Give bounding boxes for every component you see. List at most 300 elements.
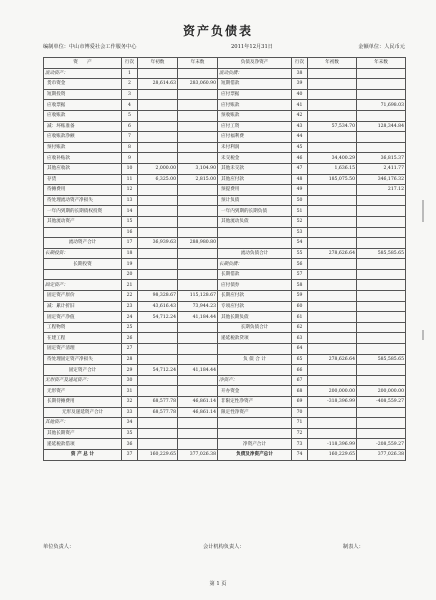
- liability-line-no: 38: [292, 68, 308, 79]
- header-liabilities: 负债及净资产: [218, 58, 292, 69]
- liability-end-value: [357, 375, 406, 386]
- table-row: [44, 354, 406, 365]
- liability-item: [218, 365, 292, 376]
- report-date: 2011年12月31日: [231, 44, 273, 50]
- asset-item: 待处理固定资产净损失: [44, 354, 122, 365]
- asset-item: 减：坏账准备: [44, 121, 122, 132]
- liability-item: 未付利润: [218, 142, 292, 153]
- asset-item: 固定资产净值: [44, 312, 122, 323]
- liability-end-value: 585,585.65: [357, 248, 406, 259]
- asset-end-value: 41,184.44: [178, 365, 218, 376]
- reporting-entity: 编制单位：中山市博爱社会工作服务中心: [43, 44, 137, 50]
- asset-line-no: 11: [122, 174, 138, 185]
- table-row: [44, 110, 406, 121]
- balance-sheet-table: [43, 57, 406, 461]
- asset-begin-value: [138, 354, 178, 365]
- liability-line-no: 71: [292, 418, 308, 429]
- table-row: [44, 163, 406, 174]
- table-row: [44, 322, 406, 333]
- accounting-head-label: 会计机构负责人：: [203, 544, 245, 550]
- asset-item: 其他流动资产: [44, 216, 122, 227]
- asset-begin-value: [138, 121, 178, 132]
- liability-end-value: [357, 312, 406, 323]
- table-row: [44, 344, 406, 355]
- asset-line-no: 4: [122, 100, 138, 111]
- table-row: [44, 100, 406, 111]
- table-row: [44, 142, 406, 153]
- table-row: [44, 280, 406, 291]
- asset-line-no: 33: [122, 407, 138, 418]
- asset-end-value: 2,815.00: [178, 174, 218, 185]
- asset-line-no: 21: [122, 280, 138, 291]
- table-row: [44, 121, 406, 132]
- liability-end-value: 71,698.03: [357, 100, 406, 111]
- asset-end-value: 288,980.80: [178, 238, 218, 249]
- liability-end-value: [357, 280, 406, 291]
- asset-begin-value: 98,328.67: [138, 291, 178, 302]
- liability-begin-value: [308, 301, 357, 312]
- liability-begin-value: [308, 227, 357, 238]
- liability-line-no: 52: [292, 216, 308, 227]
- liability-end-value: [357, 269, 406, 280]
- asset-line-no: 17: [122, 238, 138, 249]
- header-assets: 资 产: [44, 58, 122, 69]
- liability-begin-value: [308, 428, 357, 439]
- asset-begin-value: [138, 216, 178, 227]
- asset-begin-value: [138, 110, 178, 121]
- asset-begin-value: [138, 132, 178, 143]
- asset-line-no: 3: [122, 89, 138, 100]
- header-line-no: 行次: [122, 58, 138, 69]
- liability-item: 递延税款贷项: [218, 333, 292, 344]
- liability-line-no: 47: [292, 163, 308, 174]
- liability-item: 非限定性净资产: [218, 397, 292, 408]
- asset-end-value: [178, 68, 218, 79]
- liability-line-no: 56: [292, 259, 308, 270]
- asset-begin-value: [138, 428, 178, 439]
- liability-line-no: 73: [292, 439, 308, 450]
- page-number: 第 1 页: [209, 581, 227, 587]
- liability-item: 应付工资: [218, 121, 292, 132]
- liability-line-no: 45: [292, 142, 308, 153]
- liability-item: 长期借款: [218, 269, 292, 280]
- table-row: [44, 227, 406, 238]
- header-end: 年末数: [178, 58, 218, 69]
- asset-end-value: [178, 386, 218, 397]
- liability-begin-value: [308, 407, 357, 418]
- liability-end-value: 217.12: [357, 185, 406, 196]
- liability-line-no: 60: [292, 301, 308, 312]
- liability-end-value: [357, 89, 406, 100]
- asset-line-no: 8: [122, 142, 138, 153]
- asset-item: 应收补贴款: [44, 153, 122, 164]
- asset-begin-value: 36,939.63: [138, 238, 178, 249]
- asset-line-no: 5: [122, 110, 138, 121]
- asset-line-no: 28: [122, 354, 138, 365]
- asset-line-no: 31: [122, 386, 138, 397]
- asset-end-value: [178, 89, 218, 100]
- asset-begin-value: 28,614.63: [138, 79, 178, 90]
- table-row: [44, 365, 406, 376]
- asset-item: 资 产 总 计: [44, 449, 122, 460]
- asset-end-value: 46,861.14: [178, 407, 218, 418]
- asset-end-value: [178, 185, 218, 196]
- liability-line-no: 74: [292, 449, 308, 460]
- liability-item: 长期负债合计: [218, 322, 292, 333]
- table-row: [44, 185, 406, 196]
- asset-begin-value: 68,577.78: [138, 407, 178, 418]
- liability-line-no: 55: [292, 248, 308, 259]
- asset-item: 长期投资: [44, 259, 122, 270]
- liability-item: 长期负债：: [218, 259, 292, 270]
- liability-begin-value: [308, 132, 357, 143]
- scan-edge-mark: [422, 200, 424, 222]
- table-row: [44, 375, 406, 386]
- asset-item: 待处理流动资产净损失: [44, 195, 122, 206]
- liability-end-value: [357, 216, 406, 227]
- liability-end-value: 128,344.84: [357, 121, 406, 132]
- liability-item: 其他长期负债: [218, 312, 292, 323]
- asset-item: 长期待摊费用: [44, 397, 122, 408]
- liability-end-value: 377,026.38: [357, 449, 406, 460]
- liability-begin-value: [308, 89, 357, 100]
- liability-line-no: 48: [292, 174, 308, 185]
- liability-end-value: [357, 68, 406, 79]
- table-row: [44, 89, 406, 100]
- asset-item: 在建工程: [44, 333, 122, 344]
- asset-begin-value: [138, 344, 178, 355]
- liability-line-no: 69: [292, 397, 308, 408]
- liability-line-no: 63: [292, 333, 308, 344]
- asset-begin-value: [138, 100, 178, 111]
- asset-item: 固定资产合计: [44, 365, 122, 376]
- currency-unit: 金额单位：人民币元: [358, 44, 405, 50]
- liability-line-no: 57: [292, 269, 308, 280]
- asset-line-no: 7: [122, 132, 138, 143]
- table-row: [44, 397, 406, 408]
- liability-line-no: 68: [292, 386, 308, 397]
- liability-line-no: 65: [292, 354, 308, 365]
- liability-line-no: 42: [292, 110, 308, 121]
- asset-line-no: 26: [122, 333, 138, 344]
- asset-begin-value: [138, 259, 178, 270]
- table-row: [44, 291, 406, 302]
- liability-end-value: [357, 259, 406, 270]
- asset-item: 短期投资: [44, 89, 122, 100]
- report-meta: [43, 43, 405, 54]
- liability-begin-value: -318,396.99: [308, 397, 357, 408]
- asset-end-value: [178, 248, 218, 259]
- asset-line-no: 14: [122, 206, 138, 217]
- liability-line-no: 64: [292, 344, 308, 355]
- asset-line-no: 32: [122, 397, 138, 408]
- asset-end-value: 115,128.67: [178, 291, 218, 302]
- liability-item: 短期借款: [218, 79, 292, 90]
- asset-end-value: [178, 216, 218, 227]
- table-row: [44, 248, 406, 259]
- asset-end-value: [178, 195, 218, 206]
- liability-begin-value: 278,626.64: [308, 248, 357, 259]
- liability-begin-value: [308, 110, 357, 121]
- liability-begin-value: [308, 238, 357, 249]
- asset-item: 待摊费用: [44, 185, 122, 196]
- asset-item: 其他资产：: [44, 418, 122, 429]
- liability-line-no: 51: [292, 206, 308, 217]
- asset-end-value: [178, 280, 218, 291]
- table-row: [44, 238, 406, 249]
- table-row: [44, 428, 406, 439]
- asset-begin-value: [138, 68, 178, 79]
- liability-end-value: [357, 142, 406, 153]
- liability-item: 开办资金: [218, 386, 292, 397]
- asset-end-value: [178, 142, 218, 153]
- liability-line-no: 44: [292, 132, 308, 143]
- asset-line-no: 15: [122, 216, 138, 227]
- table-row: [44, 153, 406, 164]
- header-begin: 年初数: [138, 58, 178, 69]
- table-row: [44, 407, 406, 418]
- asset-end-value: 46,861.14: [178, 397, 218, 408]
- liability-begin-value: [308, 269, 357, 280]
- liability-begin-value: [308, 344, 357, 355]
- asset-end-value: [178, 322, 218, 333]
- table-row: [44, 301, 406, 312]
- asset-end-value: [178, 439, 218, 450]
- asset-begin-value: [138, 185, 178, 196]
- asset-end-value: [178, 100, 218, 111]
- asset-end-value: [178, 269, 218, 280]
- asset-item: 其他长期资产: [44, 428, 122, 439]
- asset-begin-value: [138, 386, 178, 397]
- liability-end-value: [357, 132, 406, 143]
- table-row: [44, 312, 406, 323]
- liability-begin-value: -118,396.99: [308, 439, 357, 450]
- liability-item: 未交税金: [218, 153, 292, 164]
- asset-item: 工程物资: [44, 322, 122, 333]
- preparer-label: 制表人：: [343, 544, 364, 550]
- liability-item: [218, 428, 292, 439]
- asset-item: 减：累计折旧: [44, 301, 122, 312]
- table-row: [44, 386, 406, 397]
- liability-begin-value: [308, 259, 357, 270]
- liability-end-value: [357, 206, 406, 217]
- asset-begin-value: [138, 89, 178, 100]
- liability-begin-value: [308, 185, 357, 196]
- liability-end-value: [357, 195, 406, 206]
- asset-item: 递延税款借项: [44, 439, 122, 450]
- liability-end-value: 585,585.65: [357, 354, 406, 365]
- liability-end-value: [357, 407, 406, 418]
- liability-end-value: -208,559.27: [357, 439, 406, 450]
- asset-line-no: 29: [122, 365, 138, 376]
- liability-item: 其他未交款: [218, 163, 292, 174]
- asset-line-no: 16: [122, 227, 138, 238]
- asset-begin-value: [138, 333, 178, 344]
- asset-item: 应收账款净额: [44, 132, 122, 143]
- asset-end-value: [178, 259, 218, 270]
- liability-line-no: 50: [292, 195, 308, 206]
- asset-item: 货币资金: [44, 79, 122, 90]
- asset-begin-value: 160,229.65: [138, 449, 178, 460]
- scan-edge-mark: [422, 330, 424, 340]
- asset-end-value: [178, 344, 218, 355]
- liability-begin-value: [308, 79, 357, 90]
- asset-line-no: 23: [122, 301, 138, 312]
- liability-line-no: 49: [292, 185, 308, 196]
- asset-item: 流动资产合计: [44, 238, 122, 249]
- liability-item: 限定性净资产: [218, 407, 292, 418]
- liability-begin-value: [308, 322, 357, 333]
- asset-end-value: 73,944.23: [178, 301, 218, 312]
- liability-item: 应付账款: [218, 100, 292, 111]
- liability-line-no: 66: [292, 365, 308, 376]
- asset-line-no: 36: [122, 439, 138, 450]
- table-row: [44, 132, 406, 143]
- liability-begin-value: 57,534.70: [308, 121, 357, 132]
- table-row: [44, 449, 406, 460]
- asset-item: 其他应收款: [44, 163, 122, 174]
- asset-end-value: [178, 428, 218, 439]
- asset-end-value: [178, 333, 218, 344]
- liability-item: 预计负债: [218, 195, 292, 206]
- asset-item: 固定资产清理: [44, 344, 122, 355]
- asset-line-no: 35: [122, 428, 138, 439]
- asset-begin-value: 54,712.24: [138, 312, 178, 323]
- asset-begin-value: 2,000.00: [138, 163, 178, 174]
- asset-end-value: 283,060.90: [178, 79, 218, 90]
- asset-begin-value: 68,577.78: [138, 397, 178, 408]
- liability-end-value: [357, 418, 406, 429]
- asset-end-value: 41,184.44: [178, 312, 218, 323]
- liability-line-no: 54: [292, 238, 308, 249]
- liability-item: 预提费用: [218, 185, 292, 196]
- asset-item: [44, 227, 122, 238]
- asset-begin-value: 43,616.43: [138, 301, 178, 312]
- asset-begin-value: [138, 418, 178, 429]
- asset-line-no: 37: [122, 449, 138, 460]
- liability-end-value: [357, 428, 406, 439]
- liability-end-value: 346,176.32: [357, 174, 406, 185]
- asset-line-no: 30: [122, 375, 138, 386]
- unit-head-label: 单位负责人：: [43, 544, 75, 550]
- asset-end-value: [178, 132, 218, 143]
- liability-item: 负债及净资产总计: [218, 449, 292, 460]
- liability-begin-value: [308, 195, 357, 206]
- asset-begin-value: [138, 280, 178, 291]
- asset-line-no: 22: [122, 291, 138, 302]
- asset-line-no: 9: [122, 153, 138, 164]
- asset-begin-value: [138, 322, 178, 333]
- liability-item: 预收账款: [218, 110, 292, 121]
- liability-line-no: 59: [292, 291, 308, 302]
- liability-item: [218, 418, 292, 429]
- asset-item: 流动资产：: [44, 68, 122, 79]
- table-row: [44, 68, 406, 79]
- table-row: [44, 79, 406, 90]
- asset-begin-value: [138, 248, 178, 259]
- table-row: [44, 333, 406, 344]
- asset-item: 固定资产原价: [44, 291, 122, 302]
- asset-item: 应收票据: [44, 100, 122, 111]
- asset-line-no: 25: [122, 322, 138, 333]
- table-row: [44, 418, 406, 429]
- liability-item: [218, 227, 292, 238]
- liability-end-value: [357, 227, 406, 238]
- asset-end-value: [178, 375, 218, 386]
- liability-line-no: 43: [292, 121, 308, 132]
- asset-begin-value: [138, 153, 178, 164]
- header-end-2: 年末数: [357, 58, 406, 69]
- liability-end-value: [357, 301, 406, 312]
- asset-begin-value: [138, 195, 178, 206]
- asset-end-value: [178, 354, 218, 365]
- liability-line-no: 61: [292, 312, 308, 323]
- liability-end-value: 2,411.77: [357, 163, 406, 174]
- liability-item: 其他应付款: [218, 174, 292, 185]
- table-row: [44, 216, 406, 227]
- liability-begin-value: [308, 142, 357, 153]
- asset-item: 无形资产及递延资产：: [44, 375, 122, 386]
- liability-item: 长期应付款: [218, 291, 292, 302]
- liability-begin-value: [308, 333, 357, 344]
- asset-end-value: [178, 110, 218, 121]
- liability-item: 一年内到期的长期负债: [218, 206, 292, 217]
- asset-line-no: 13: [122, 195, 138, 206]
- asset-line-no: 2: [122, 79, 138, 90]
- asset-end-value: [178, 418, 218, 429]
- asset-end-value: [178, 227, 218, 238]
- asset-line-no: 34: [122, 418, 138, 429]
- liability-end-value: [357, 110, 406, 121]
- liability-line-no: 39: [292, 79, 308, 90]
- asset-line-no: 24: [122, 312, 138, 323]
- liability-item: 负 债 合 计: [218, 354, 292, 365]
- liability-line-no: 53: [292, 227, 308, 238]
- liability-line-no: 58: [292, 280, 308, 291]
- liability-end-value: 36,815.37: [357, 153, 406, 164]
- liability-item: 其他流动负债: [218, 216, 292, 227]
- liability-end-value: [357, 238, 406, 249]
- liability-begin-value: [308, 216, 357, 227]
- table-row: [44, 174, 406, 185]
- liability-item: 净资产：: [218, 375, 292, 386]
- liability-item: 净资产合计: [218, 439, 292, 450]
- liability-begin-value: 160,229.65: [308, 449, 357, 460]
- asset-end-value: [178, 153, 218, 164]
- liability-begin-value: 34,400.29: [308, 153, 357, 164]
- liability-end-value: [357, 322, 406, 333]
- liability-begin-value: [308, 100, 357, 111]
- liability-item: [218, 238, 292, 249]
- liability-item: [218, 344, 292, 355]
- liability-end-value: [357, 333, 406, 344]
- liability-item: 应付福利费: [218, 132, 292, 143]
- asset-item: 固定资产：: [44, 280, 122, 291]
- liability-line-no: 41: [292, 100, 308, 111]
- liability-end-value: [357, 291, 406, 302]
- asset-line-no: 10: [122, 163, 138, 174]
- asset-begin-value: 54,712.24: [138, 365, 178, 376]
- asset-item: 一年内到期的长期债权投资: [44, 206, 122, 217]
- asset-line-no: 6: [122, 121, 138, 132]
- asset-end-value: 3,104.90: [178, 163, 218, 174]
- asset-item: 长期投资：: [44, 248, 122, 259]
- liability-line-no: 72: [292, 428, 308, 439]
- liability-end-value: [357, 79, 406, 90]
- asset-line-no: 27: [122, 344, 138, 355]
- asset-begin-value: [138, 439, 178, 450]
- liability-begin-value: [308, 418, 357, 429]
